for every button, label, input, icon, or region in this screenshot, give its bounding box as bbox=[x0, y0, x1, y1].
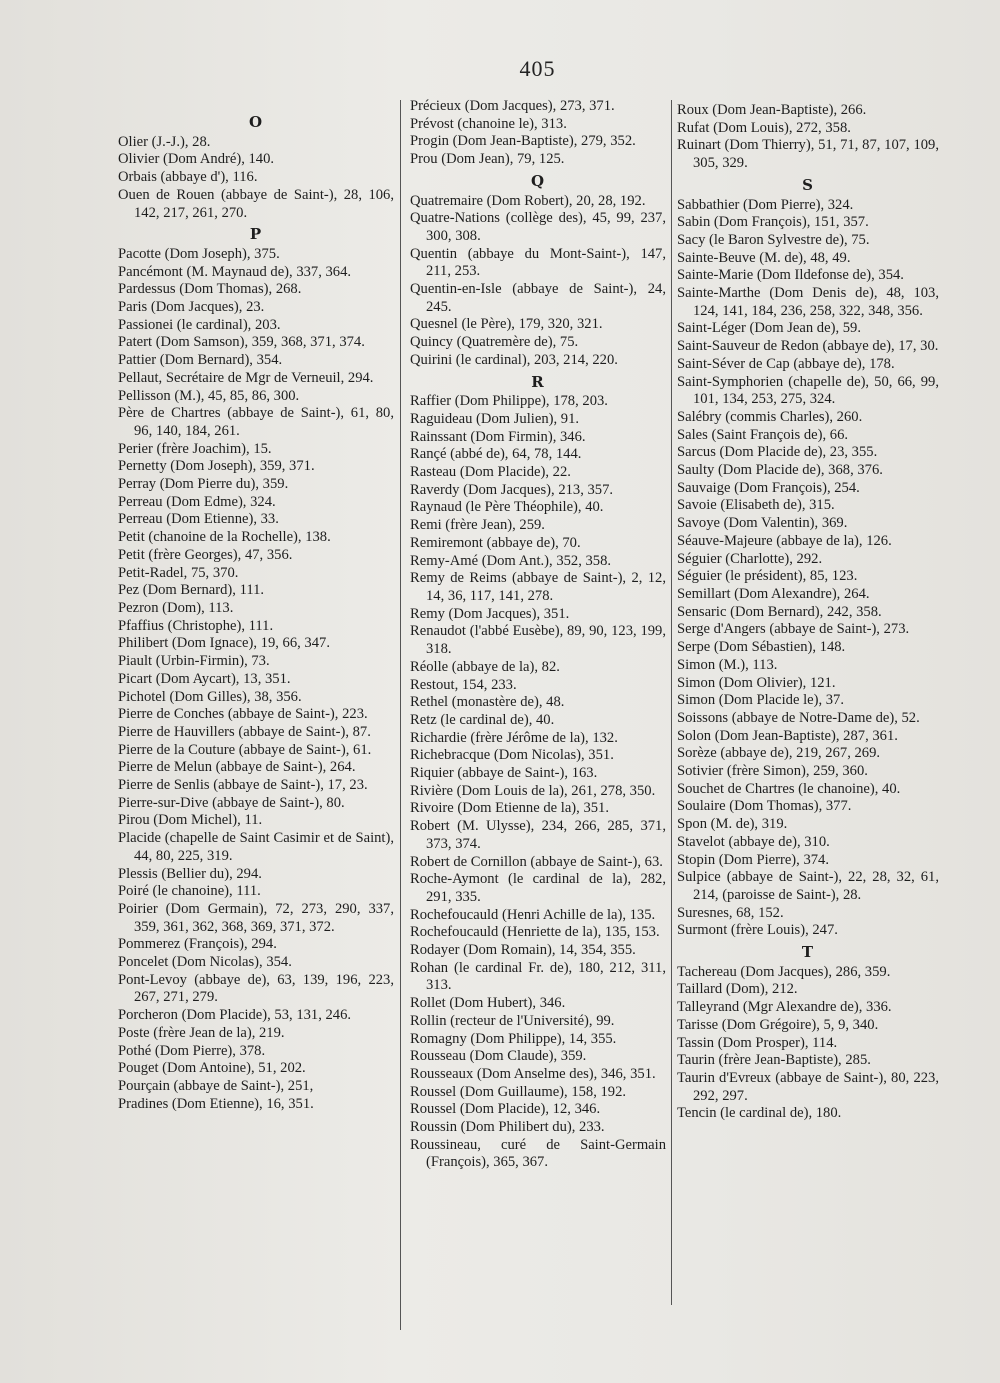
index-entry: Picart (Dom Aycart), 13, 351. bbox=[118, 670, 291, 687]
index-entry: Passionei (le cardinal), 203. bbox=[118, 316, 281, 333]
index-entry: Séauve-Majeure (abbaye de la), 126. bbox=[677, 532, 892, 549]
index-entry: Quatre-Nations (collège des), 45, 99, 237, 300, 308. bbox=[410, 210, 666, 244]
index-entry: Taurin d'Evreux (abbaye de Saint-), 80, 223, 292, 297. bbox=[677, 1069, 939, 1104]
section-letter-heading: T bbox=[801, 943, 815, 962]
section-letter-heading: S bbox=[802, 175, 814, 194]
index-entry: Poste (frère Jean de la), 219. bbox=[118, 1024, 285, 1041]
column-divider-2 bbox=[671, 100, 672, 1305]
index-entry: Tassin (Dom Prosper), 114. bbox=[677, 1034, 838, 1051]
index-entry: Savoie (Elisabeth de), 315. bbox=[677, 497, 835, 514]
index-entry: Précieux (Dom Jacques), 273, 371. bbox=[410, 98, 615, 114]
index-entry: Poirier (Dom Germain), 72, 273, 290, 337, 359, 361, 362, 368, 369, 371, 372. bbox=[118, 900, 394, 935]
index-entry: Remy (Dom Jacques), 351. bbox=[410, 605, 570, 622]
index-entry: Roussin (Dom Philibert du), 233. bbox=[410, 1119, 605, 1136]
index-entry: Rançé (abbé de), 64, 78, 144. bbox=[410, 446, 582, 463]
index-entry: Simon (M.), 113. bbox=[677, 656, 778, 673]
index-column-1 bbox=[118, 110, 394, 1113]
index-entry: Romagny (Dom Philippe), 14, 355. bbox=[410, 1030, 617, 1047]
index-entry: Talleyrand (Mgr Alexandre de), 336. bbox=[677, 999, 892, 1016]
index-column-2 bbox=[410, 98, 666, 1172]
index-entry: Pfaffius (Christophe), 111. bbox=[118, 617, 274, 634]
index-entry: Orbais (abbaye d'), 116. bbox=[118, 169, 258, 186]
index-entry: Pacotte (Dom Joseph), 375. bbox=[118, 245, 280, 262]
index-entry: Rasteau (Dom Placide), 22. bbox=[410, 464, 571, 481]
index-entry: Salébry (commis Charles), 260. bbox=[677, 408, 863, 425]
index-entry: Riquier (abbaye de Saint-), 163. bbox=[410, 765, 598, 782]
index-entry: Robert de Cornillon (abbaye de Saint-), 63. bbox=[410, 853, 663, 870]
index-entry: Raverdy (Dom Jacques), 213, 357. bbox=[410, 481, 614, 498]
index-entry: Robert (M. Ulysse), 234, 266, 285, 371, 373, 374. bbox=[410, 818, 666, 852]
index-entry: Sulpice (abbaye de Saint-), 22, 28, 32, 61, 214, (paroisse de Saint-), 28. bbox=[677, 869, 939, 903]
index-entry: Pradines (Dom Etienne), 16, 351. bbox=[118, 1095, 314, 1112]
index-entry: Olier (J.-J.), 28. bbox=[118, 133, 211, 150]
index-entry: Sabbathier (Dom Pierre), 324. bbox=[677, 196, 854, 213]
index-entry: Rivière (Dom Louis de la), 261, 278, 350. bbox=[410, 782, 656, 799]
index-entry: Prou (Dom Jean), 79, 125. bbox=[410, 151, 565, 168]
index-entry: Pierre de Melun (abbaye de Saint-), 264. bbox=[118, 759, 356, 776]
index-entry: Remy-Amé (Dom Ant.), 352, 358. bbox=[410, 552, 612, 569]
index-entry: Saint-Symphorien (chapelle de), 50, 66, 99, 101, 134, 253, 275, 324. bbox=[677, 373, 939, 408]
index-entry: Raguideau (Dom Julien), 91. bbox=[410, 410, 580, 427]
index-entry: Rousseaux (Dom Anselme des), 346, 351. bbox=[410, 1065, 656, 1082]
index-entry: Piault (Urbin-Firmin), 73. bbox=[118, 653, 270, 670]
index-entry: Renaudot (l'abbé Eusèbe), 89, 90, 123, 199, 318. bbox=[410, 623, 666, 658]
index-entry: Perray (Dom Pierre du), 359. bbox=[118, 476, 289, 493]
index-entry: Pichotel (Dom Gilles), 38, 356. bbox=[118, 688, 302, 705]
index-entry: Perier (frère Joachim), 15. bbox=[118, 440, 272, 457]
index-entry: Rivoire (Dom Etienne de la), 351. bbox=[410, 800, 609, 817]
index-entry: Petit (chanoine de la Rochelle), 138. bbox=[118, 529, 331, 546]
index-entry: Sabin (Dom François), 151, 357. bbox=[677, 214, 869, 231]
index-entry: Séguier (le président), 85, 123. bbox=[677, 568, 858, 585]
index-entry: Tarisse (Dom Grégoire), 5, 9, 340. bbox=[677, 1016, 879, 1033]
index-entry: Prévost (chanoine le), 313. bbox=[410, 115, 567, 132]
index-entry: Tachereau (Dom Jacques), 286, 359. bbox=[677, 963, 891, 980]
index-entry: Stavelot (abbaye de), 310. bbox=[677, 833, 830, 850]
index-entry: Quirini (le cardinal), 203, 214, 220. bbox=[410, 351, 618, 368]
index-column-3 bbox=[677, 102, 939, 1123]
index-entry: Porcheron (Dom Placide), 53, 131, 246. bbox=[118, 1007, 352, 1024]
index-entry: Tencin (le cardinal de), 180. bbox=[677, 1105, 842, 1122]
index-entry: Sotivier (frère Simon), 259, 360. bbox=[677, 763, 868, 780]
index-entry: Sorèze (abbaye de), 219, 267, 269. bbox=[677, 745, 881, 762]
index-entry: Quincy (Quatremère de), 75. bbox=[410, 334, 579, 351]
index-entry: Perreau (Dom Etienne), 33. bbox=[118, 511, 279, 528]
index-entry: Rodayer (Dom Romain), 14, 354, 355. bbox=[410, 942, 636, 959]
index-entry: Raffier (Dom Philippe), 178, 203. bbox=[410, 393, 608, 410]
index-entry: Pothé (Dom Pierre), 378. bbox=[118, 1042, 266, 1059]
column-divider-1 bbox=[400, 100, 401, 1330]
index-entry: Retz (le cardinal de), 40. bbox=[410, 711, 555, 728]
section-letter-heading: R bbox=[531, 372, 545, 391]
index-entry: Sensaric (Dom Bernard), 242, 358. bbox=[677, 603, 882, 620]
index-entry: Rousseau (Dom Claude), 359. bbox=[410, 1048, 587, 1065]
index-entry: Roussel (Dom Guillaume), 158, 192. bbox=[410, 1083, 627, 1100]
index-entry: Roche-Aymont (le cardinal de la), 282, 291, 335. bbox=[410, 871, 666, 905]
index-entry: Quesnel (le Père), 179, 320, 321. bbox=[410, 316, 603, 333]
page-number: 405 bbox=[519, 56, 556, 81]
section-letter-heading: O bbox=[248, 113, 264, 131]
index-entry: Rainssant (Dom Firmin), 346. bbox=[410, 428, 586, 445]
index-entry: Pellaut, Secrétaire de Mgr de Verneuil, 294. bbox=[118, 369, 374, 386]
index-entry: Remy de Reims (abbaye de Saint-), 2, 12, 14, 36, 117, 141, 278. bbox=[410, 570, 666, 604]
index-entry: Pouget (Dom Antoine), 51, 202. bbox=[118, 1060, 306, 1077]
index-entry: Simon (Dom Olivier), 121. bbox=[677, 674, 836, 691]
index-entry: Taurin (frère Jean-Baptiste), 285. bbox=[677, 1052, 871, 1069]
index-entry: Poncelet (Dom Nicolas), 354. bbox=[118, 954, 292, 971]
index-entry: Rohan (le cardinal Fr. de), 180, 212, 311, 313. bbox=[410, 959, 666, 994]
index-entry: Poiré (le chanoine), 111. bbox=[118, 883, 261, 900]
index-entry: Pattier (Dom Bernard), 354. bbox=[118, 352, 283, 369]
index-entry: Sainte-Beuve (M. de), 48, 49. bbox=[677, 249, 851, 266]
index-entry: Spon (M. de), 319. bbox=[677, 816, 788, 833]
index-entry: Pourçain (abbaye de Saint-), 251, bbox=[118, 1077, 314, 1094]
index-entry: Petit (frère Georges), 47, 356. bbox=[118, 546, 293, 563]
index-entry: Pellisson (M.), 45, 85, 86, 300. bbox=[118, 387, 300, 404]
index-entry: Paris (Dom Jacques), 23. bbox=[118, 299, 265, 316]
index-entry: Sacy (le Baron Sylvestre de), 75. bbox=[677, 231, 870, 248]
index-entry: Pommerez (François), 294. bbox=[118, 936, 277, 953]
index-entry: Philibert (Dom Ignace), 19, 66, 347. bbox=[118, 635, 330, 652]
index-entry: Ouen de Rouen (abbaye de Saint-), 28, 106, 142, 217, 261, 270. bbox=[118, 186, 394, 221]
index-entry: Pardessus (Dom Thomas), 268. bbox=[118, 281, 302, 298]
index-entry: Saint-Séver de Cap (abbaye de), 178. bbox=[677, 355, 895, 372]
index-entry: Roussineau, curé de Saint-Germain (François), 365, 367. bbox=[410, 1136, 666, 1171]
index-entry: Saint-Léger (Dom Jean de), 59. bbox=[677, 320, 861, 337]
index-entry: Pierre de Senlis (abbaye de Saint-), 17, 23. bbox=[118, 777, 368, 794]
index-entry: Pierre de Hauvillers (abbaye de Saint-), 87. bbox=[118, 723, 371, 740]
index-entry: Quentin-en-Isle (abbaye de Saint-), 24, 245. bbox=[410, 281, 666, 315]
index-entry: Quentin (abbaye du Mont-Saint-), 147, 211, 253. bbox=[410, 245, 666, 280]
index-entry: Pierre de Conches (abbaye de Saint-), 223. bbox=[118, 706, 368, 723]
index-entry: Suresnes, 68, 152. bbox=[677, 904, 784, 921]
index-entry: Rethel (monastère de), 48. bbox=[410, 694, 565, 711]
index-entry: Simon (Dom Placide le), 37. bbox=[677, 692, 844, 709]
index-entry: Soissons (abbaye de Notre-Dame de), 52. bbox=[677, 709, 920, 726]
index-entry: Restout, 154, 233. bbox=[410, 676, 517, 693]
index-entry: Ruinart (Dom Thierry), 51, 71, 87, 107, 109, 305, 329. bbox=[677, 137, 939, 172]
index-entry: Père de Chartres (abbaye de Saint-), 61, 80, 96, 140, 184, 261. bbox=[118, 405, 394, 439]
index-entry: Quatremaire (Dom Robert), 20, 28, 192. bbox=[410, 192, 646, 209]
index-entry: Sainte-Marthe (Dom Denis de), 48, 103, 124, 141, 184, 236, 258, 322, 348, 356. bbox=[677, 285, 939, 319]
index-entry: Pancémont (M. Maynaud de), 337, 364. bbox=[118, 263, 352, 280]
index-entry: Progin (Dom Jean-Baptiste), 279, 352. bbox=[410, 133, 636, 150]
index-entry: Surmont (frère Louis), 247. bbox=[677, 922, 838, 939]
index-entry: Sauvaige (Dom François), 254. bbox=[677, 479, 860, 496]
index-entry: Semillart (Dom Alexandre), 264. bbox=[677, 585, 870, 602]
index-entry: Rollet (Dom Hubert), 346. bbox=[410, 995, 566, 1012]
index-entry: Remi (frère Jean), 259. bbox=[410, 517, 545, 534]
index-entry: Richebracque (Dom Nicolas), 351. bbox=[410, 747, 614, 764]
index-entry: Patert (Dom Samson), 359, 368, 371, 374. bbox=[118, 334, 365, 351]
index-entry: Pont-Levoy (abbaye de), 63, 139, 196, 223, 267, 271, 279. bbox=[118, 971, 394, 1006]
index-entry: Savoye (Dom Valentin), 369. bbox=[677, 515, 848, 532]
index-entry: Placide (chapelle de Saint Casimir et de Saint), 44, 80, 225, 319. bbox=[118, 830, 394, 864]
index-entry: Sales (Saint François de), 66. bbox=[677, 426, 849, 443]
index-entry: Pierre de la Couture (abbaye de Saint-), 61. bbox=[118, 741, 372, 758]
section-letter-heading: P bbox=[249, 225, 263, 244]
index-entry: Rollin (recteur de l'Université), 99. bbox=[410, 1012, 615, 1029]
index-entry: Pez (Dom Bernard), 111. bbox=[118, 582, 265, 599]
index-entry: Solon (Dom Jean-Baptiste), 287, 361. bbox=[677, 727, 898, 744]
index-entry: Pirou (Dom Michel), 11. bbox=[118, 812, 263, 829]
index-entry: Petit-Radel, 75, 370. bbox=[118, 564, 239, 581]
index-entry: Séguier (Charlotte), 292. bbox=[677, 550, 823, 567]
index-entry: Rochefoucauld (Henri Achille de la), 135. bbox=[410, 906, 656, 923]
index-entry: Olivier (Dom André), 140. bbox=[118, 151, 275, 168]
index-entry: Réolle (abbaye de la), 82. bbox=[410, 658, 560, 675]
index-entry: Sainte-Marie (Dom Ildefonse de), 354. bbox=[677, 267, 904, 284]
index-entry: Souchet de Chartres (le chanoine), 40. bbox=[677, 780, 901, 797]
index-entry: Rochefoucauld (Henriette de la), 135, 153. bbox=[410, 924, 660, 941]
index-entry: Plessis (Bellier du), 294. bbox=[118, 865, 262, 882]
index-entry: Pernetty (Dom Joseph), 359, 371. bbox=[118, 458, 315, 475]
index-entry: Taillard (Dom), 212. bbox=[677, 981, 798, 998]
index-entry: Serpe (Dom Sébastien), 148. bbox=[677, 639, 846, 656]
index-entry: Pezron (Dom), 113. bbox=[118, 599, 234, 616]
index-entry: Pierre-sur-Dive (abbaye de Saint-), 80. bbox=[118, 794, 345, 811]
index-entry: Saint-Sauveur de Redon (abbaye de), 17, 30. bbox=[677, 338, 939, 355]
index-entry: Rufat (Dom Louis), 272, 358. bbox=[677, 119, 851, 136]
index-entry: Sarcus (Dom Placide de), 23, 355. bbox=[677, 444, 878, 461]
index-entry: Saulty (Dom Placide de), 368, 376. bbox=[677, 462, 883, 479]
index-entry: Perreau (Dom Edme), 324. bbox=[118, 493, 276, 510]
index-entry: Roux (Dom Jean-Baptiste), 266. bbox=[677, 102, 867, 118]
index-entry: Roussel (Dom Placide), 12, 346. bbox=[410, 1101, 601, 1118]
index-entry: Serge d'Angers (abbaye de Saint-), 273. bbox=[677, 621, 910, 638]
index-entry: Stopin (Dom Pierre), 374. bbox=[677, 851, 830, 868]
index-entry: Richardie (frère Jérôme de la), 132. bbox=[410, 729, 618, 746]
index-entry: Raynaud (le Père Théophile), 40. bbox=[410, 499, 604, 516]
section-letter-heading: Q bbox=[530, 171, 546, 190]
index-entry: Soulaire (Dom Thomas), 377. bbox=[677, 798, 852, 815]
index-entry: Remiremont (abbaye de), 70. bbox=[410, 534, 581, 551]
